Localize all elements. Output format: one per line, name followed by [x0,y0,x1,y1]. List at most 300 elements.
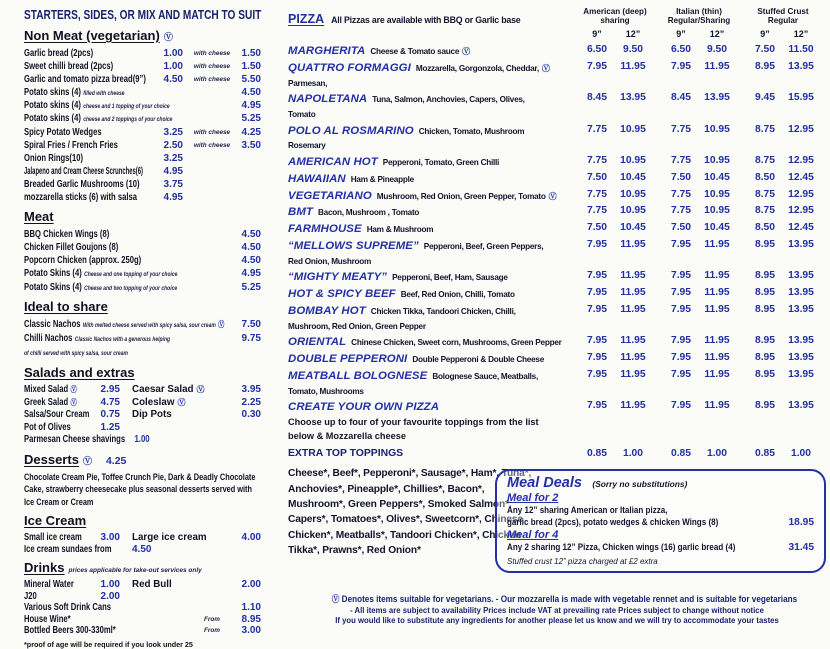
price: 5.25 [241,113,261,125]
price: 2.00 [100,590,120,602]
meal-deals-box [495,469,826,573]
with-cheese-label: with cheese [193,63,231,71]
menu-item-name: Large ice cream [132,532,207,544]
price: 3.25 [163,126,183,138]
pizza-price: 7.95 [670,287,692,299]
price: 2.25 [241,396,261,408]
with-cheese-label: with cheese [193,50,231,57]
extra-topping-price: 1.00 [706,447,728,459]
footer-line-3: If you would like to substitute any ingredients for another please let us know and we will try to accommodate your tastes [335,615,779,626]
pizza-price: 7.95 [670,335,692,347]
pizza-description: Mozzarella, Gorgonzola, Cheddar, [415,63,539,73]
price: 3.95 [241,384,261,396]
with-cheese-label: with cheese [193,141,231,149]
pizza-price: 7.75 [586,205,608,217]
meal-deal-line [507,517,814,529]
section-heading: Ice Cream [24,513,87,529]
menu-item-row [24,228,261,241]
menu-section [24,208,261,293]
menu-item-text [24,139,118,152]
pizza-price: 11.95 [620,303,646,315]
pizza-price: 8.95 [754,60,776,72]
pizza-price: 12.95 [788,188,814,200]
menu-item-name: Parmesan Cheese shavings [24,434,126,446]
pizza-price: 10.95 [704,205,730,217]
menu-item-row [24,126,261,139]
price: 4.95 [163,192,183,204]
pizza-price: 7.95 [586,352,608,364]
pizza-name-line [288,334,579,351]
pizza-price: 11.95 [704,352,730,364]
menu-item-row [24,579,261,591]
pizza-description: Chicken, Tomato, Mushroom [418,126,525,136]
menu-item-text [24,281,177,295]
pizza-row [288,368,826,399]
menu-item-row [24,409,261,422]
menu-item-row [24,591,261,603]
price: 2.00 [241,579,261,591]
menu-item-text [24,434,150,447]
pizza-name-line [288,351,579,368]
price: 1.50 [241,48,261,59]
section-heading: Non Meat (vegetarian) [24,28,160,43]
extra-topping-price: 1.00 [790,447,812,459]
pizza-price: 8.95 [754,352,776,364]
pizza-name-line [288,171,579,188]
meal-deals-footnote: Stuffed crust 12” pizza charged at £2 extra [507,557,658,567]
pizza-name-cell [288,154,579,171]
pizza-price: 8.50 [754,222,776,234]
pizza-price: 9.50 [622,44,644,55]
pizza-name: “MELLOWS SUPREME” [288,239,419,252]
pizza-crust-column-header [747,6,819,25]
meal-deal [507,529,814,554]
menu-item-text [24,99,170,113]
menu-item-text [24,614,71,626]
pizza-description: Tuna, Salmon, Anchovies, Capers, Olives, [372,95,525,105]
pizza-description: Double Pepperoni & Double Cheese [412,355,544,365]
price: 3.00 [100,532,120,544]
pizza-price: 11.95 [704,60,730,72]
menu-item-row [24,165,261,178]
pizza-price: 8.75 [754,205,776,217]
menu-item-row [24,422,261,435]
pizza-price: 13.95 [788,238,814,250]
pizza-price: 7.50 [670,222,692,234]
menu-item-name: Dip Pots [132,409,172,421]
desserts-description: Chocolate Cream Pie, Toffee Crunch Pie, Dark & Deadly Chocolate Cake, strawberry cheesecake plus seasonal desserts served with Ice Cream or Cream [24,471,256,507]
pizza-description: Mushroom, Red Onion, Green Pepper, Tomato [376,191,546,201]
menu-item-text [24,422,71,435]
age-footnote: *proof of age will be required if you look under 25 [24,639,193,649]
starters-title: STARTERS, SIDES, OR MIX AND MATCH TO SUIT [24,7,262,22]
pizza-row [288,238,826,269]
size-header: 9” [676,29,686,39]
menu-item-name: Coleslaw [132,396,175,408]
pizza-price: 7.95 [586,303,608,315]
price: 1.00 [163,48,183,59]
veg-icon: Ⓥ [177,397,186,407]
pizza-price: 12.95 [788,123,814,135]
veg-icon: Ⓥ [70,397,77,407]
pizza-description-2: Red Onion, Mushroom [288,256,372,266]
toppings-list: Cheese*, Beef*, Pepperoni*, Sausage*, Ham*, Tuna*, Anchovies*, Pineapple*, Chillies*, Bacon*, Mushroom*, Green Peppers*, Smoked Salmon*, Capers*, Tomatoes*, Olives*, Sweetcorn*, Chinese Chicken*, Meatballs*, Tandoori Chicken*, Chicken Tikka*, Prawns*, Red Onion* [288,468,532,556]
pizza-price: 6.50 [586,44,608,55]
pizza-price: 7.50 [586,222,608,234]
meal-deal-heading: Meal for 2 [507,492,559,505]
pizza-price: 8.75 [754,123,776,135]
meal-deals-title: Meal Deals [507,475,582,492]
pizza-price: 7.95 [586,400,608,412]
extra-topping-price: 1.00 [622,447,644,459]
pizza-description-2: Tomato, Mushrooms [288,386,364,396]
extra-topping-price: 0.85 [754,447,776,459]
menu-item-text [24,409,89,422]
price: 4.25 [241,126,261,138]
pizza-row [288,204,826,221]
pizza-price: 7.50 [754,44,776,55]
section-heading-row [24,364,261,382]
price: 3.75 [163,178,183,190]
menu-footer [288,592,826,625]
menu-item-text [24,86,125,100]
price: 9.75 [241,332,261,344]
pizza-price: 13.95 [788,400,814,412]
pizza-price: 7.95 [670,60,692,72]
price: 4.50 [241,229,261,241]
pizza-name-cell [288,43,579,60]
crust-name: Stuffed Crust [757,7,809,16]
section-heading-row [24,208,261,226]
pizza-name-cell [288,123,579,154]
crust-name: American (deep) [583,7,647,16]
menu-section [24,27,261,204]
pizza-price: 13.95 [788,335,814,347]
pizza-price: 13.95 [788,270,814,282]
size-header: 12” [625,29,641,39]
crust-name: Italian (thin) [676,7,722,16]
pizza-price: 7.95 [670,238,692,250]
price: 0.75 [100,409,120,421]
price: 18.95 [788,517,814,529]
pizza-name: VEGETARIANO [288,189,372,202]
pizza-description: Pepperoni, Beef, Ham, Sausage [392,273,508,283]
price: 4.50 [241,255,261,267]
veg-icon: Ⓥ [163,32,173,42]
pizza-price: 9.50 [706,44,728,55]
menu-item-text [24,332,170,347]
menu-item-text [24,625,116,637]
menu-item-text [24,112,172,126]
price: 4.50 [241,242,261,254]
pizza-name: BMT [288,206,313,219]
pizza-price: 8.95 [754,368,776,380]
menu-section [24,512,261,555]
price: 4.95 [241,268,261,280]
menu-item-text [24,318,224,333]
pizza-price: 8.45 [670,92,692,104]
pizza-name: AMERICAN HOT [288,155,378,168]
with-cheese-label: with cheese [193,76,231,84]
pizza-price: 10.95 [620,154,646,166]
pizza-price: 8.75 [754,154,776,166]
pizza-description: Bacon, Mushroom , Tomato [317,208,420,218]
pizza-row [288,91,826,122]
pizza-price: 7.75 [670,205,692,217]
price: 4.50 [163,74,183,86]
menu-item-row [24,532,261,544]
menu-item-row [24,332,261,346]
menu-item-desc: cheese and 2 toppings of your choice [83,116,173,124]
pizza-price: 7.75 [670,154,692,166]
price: 3.25 [163,152,183,164]
pizza-name-cell [288,60,579,91]
price: 7.50 [241,318,261,330]
menu-item-name: Mixed Salad [24,384,69,396]
pizza-price: 8.75 [754,188,776,200]
menu-item-desc: Cheese and one topping of your choice [84,271,178,279]
footer-line-1 [328,592,798,606]
pizza-price: 7.95 [670,400,692,412]
menu-item-row [24,318,261,332]
footer-line-1-text: Denotes items suitable for vegetarians. - Our mozzarella is made with vegetable rennet and is suitable for vegetarians [341,594,798,606]
menu-item-row [24,86,261,99]
pizza-name-line [288,286,579,303]
menu-item-desc: of chilli served with spicy salsa, sour cream [24,349,128,357]
pizza-price: 11.95 [704,400,730,412]
crust-type: sharing [600,15,630,25]
meal-deal-text: Any 2 sharing 12” Pizza, Chicken wings (16) garlic bread (4) [507,542,736,554]
menu-item-text [24,602,111,614]
pizza-price: 7.95 [586,368,608,380]
pizza-price: 7.75 [670,123,692,135]
price: 31.45 [788,542,814,554]
menu-item-name: Potato Skins (4) [24,281,82,293]
pizza-name: MARGHERITA [288,45,366,57]
pizza-price: 7.75 [586,154,608,166]
pizza-description-2: Parmesan, [288,78,328,88]
pizza-price: 10.95 [620,123,646,135]
pizza-price: 8.50 [754,171,776,183]
starters-column [24,7,261,649]
from-label: From [204,615,220,623]
price: 8.95 [241,613,261,625]
pizza-row [288,188,826,205]
veg-icon: Ⓥ [331,594,340,605]
pizza-description: Ham & Pineapple [350,174,414,184]
crust-type: Regular/Sharing [667,15,731,25]
size-header: 9” [592,29,602,39]
menu-item-row [24,267,261,280]
price: 3.00 [241,625,261,637]
menu-item-text [24,178,140,191]
pizza-price: 11.95 [620,335,646,347]
pizza-description-2: Tomato [288,109,316,119]
pizza-name-cell [288,204,579,221]
veg-icon: Ⓥ [548,191,557,201]
size-header: 12” [793,29,809,39]
menu-item-name: Spicy Potato Wedges [24,126,102,138]
pizza-crust-column-header [579,6,651,25]
extra-toppings-row [288,447,826,462]
menu-item-desc: With melted cheese served with spicy salsa, sour cream [82,321,216,329]
pizza-row [288,351,826,368]
pizza-name: DOUBLE PEPPERONI [288,353,408,366]
pizza-subtitle: All Pizzas are available with BBQ or Garlic base [331,15,521,25]
starters-sections [24,27,261,649]
pizza-price: 10.95 [704,154,730,166]
pizza-price: 7.95 [586,287,608,299]
menu-item-row [24,384,261,397]
price: 4.95 [163,165,183,177]
pizza-name-cell [288,368,579,399]
pizza-description-below: Choose up to four of your favourite toppings from the list below & Mozzarella cheese [288,417,539,442]
price: 5.50 [241,74,261,86]
pizza-name-line [288,399,579,415]
pizza-price: 10.95 [620,188,646,200]
menu-section [24,559,261,637]
pizza-price: 11.95 [620,368,646,380]
price: 1.50 [241,61,261,73]
meal-deal-text: garlic bread (2pcs), potato wedges & chicken Wings (8) [507,517,719,529]
menu-item-name: Garlic and tomato pizza bread(9”) [24,74,146,86]
menu-item-name: Breaded Garlic Mushrooms (10) [24,178,140,190]
menu-item-name: Mineral Water [24,579,74,591]
pizza-name-line [288,154,579,171]
menu-item-row [24,152,261,165]
pizza-header-grid [288,6,826,43]
pizza-price: 7.95 [670,368,692,380]
price: 4.00 [241,532,261,544]
pizza-price: 11.95 [620,60,646,72]
price: 1.00 [100,579,120,591]
menu-item-name: Pot of Olives [24,421,71,433]
menu-item-name: Various Soft Drink Cans [24,602,112,614]
pizza-price: 7.95 [670,352,692,364]
pizza-price: 7.50 [586,171,608,183]
pizza-row [288,303,826,334]
pizza-row [288,286,826,303]
crust-type: Regular [767,15,799,25]
menu-item-desc-row [24,346,261,360]
pizza-name-line [288,269,579,286]
menu-item-name: mozzarella sticks (6) with salsa [24,192,137,204]
pizza-price: 12.45 [788,222,814,234]
pizza-description-2: Rosemary [288,141,326,151]
menu-item-text [24,397,77,410]
price: 0.30 [241,409,261,421]
pizza-price: 11.95 [620,238,646,250]
pizza-name: “MIGHTY MEATY” [288,271,388,284]
section-heading: Meat [24,209,54,225]
pizza-price: 7.95 [586,238,608,250]
pizza-name-cell [288,221,579,238]
pizza-name-cell [288,91,579,122]
menu-item-row [24,47,261,60]
menu-item-name: Jalapeno and Cream Cheese Scrunches(6) [24,165,143,177]
menu-item-text [24,165,143,178]
pizza-row [288,221,826,238]
menu-item-name: Red Bull [132,579,172,591]
menu-item-text [24,191,137,204]
pizza-price: 11.95 [704,287,730,299]
menu-item-name: Caesar Salad [132,384,194,396]
menu-item-name: Onion Rings(10) [24,152,84,164]
pizza-name-cell [288,286,579,303]
meal-deals-note: (Sorry no substitutions) [592,479,688,490]
pizza-price: 7.75 [586,188,608,200]
menu-item-text [24,241,118,254]
pizza-price: 7.95 [586,335,608,347]
pizza-price: 13.95 [620,92,646,104]
veg-icon: Ⓥ [82,455,92,466]
pizza-price: 11.95 [620,352,646,364]
pizza-name: CREATE YOUR OWN PIZZA [288,401,440,414]
pizza-price: 7.95 [670,303,692,315]
pizza-row [288,334,826,351]
menu-item-text [24,346,128,361]
menu-item-name: Potato skins (4) [24,87,81,99]
pizza-row [288,399,826,443]
pizza-row [288,123,826,154]
menu-item-row [24,602,261,614]
menu-item-name: Potato skins (4) [24,113,81,125]
menu-item-name-2 [132,579,172,591]
pizza-name-cell [288,399,579,443]
pizza-price: 11.95 [704,270,730,282]
menu-item-name-2 [132,532,207,544]
pizza-price: 8.95 [754,400,776,412]
menu-item-name: Potato skins (4) [24,100,81,112]
menu-item-text [24,73,146,86]
menu-item-name: Spiral Fries / French Fries [24,139,118,151]
menu-item-row [24,614,261,626]
pizza-price: 7.95 [670,270,692,282]
pizza-row [288,269,826,286]
pizza-price: 8.95 [754,335,776,347]
veg-icon: Ⓥ [70,385,77,395]
menu-item-name-2 [132,384,205,397]
section-note: prices applicable for take-out services only [68,567,202,575]
pizza-name: POLO AL ROSMARINO [288,124,414,137]
pizza-price: 8.95 [754,270,776,282]
section-heading: Drinks [24,560,65,576]
veg-icon: Ⓥ [218,319,225,329]
pizza-row [288,60,826,91]
menu-item-row [24,191,261,204]
pizza-name: ORIENTAL [288,336,347,349]
menu-item-name: Classic Nachos [24,318,81,330]
pizza-name-line [288,43,579,60]
pizza-row [288,43,826,60]
pizza-price: 6.50 [670,44,692,55]
pizza-price: 10.45 [620,171,646,183]
menu-item-name: Potato Skins (4) [24,268,82,280]
section-heading: Salads and extras [24,365,135,381]
menu-item-text [24,152,83,165]
pizza-description-2: Mushroom, Red Onion, Green Pepper [288,321,426,331]
menu-item-text [24,60,113,73]
pizza-price: 10.95 [620,205,646,217]
price: 1.00 [163,61,183,73]
pizza-description: Pepperoni, Tomato, Green Chilli [382,157,500,167]
section-heading-row [24,451,261,469]
veg-icon: Ⓥ [196,385,205,395]
menu-item-name: House Wine* [24,613,71,625]
pizza-price: 7.75 [670,188,692,200]
menu-item-row [24,254,261,267]
pizza-items [288,43,826,461]
